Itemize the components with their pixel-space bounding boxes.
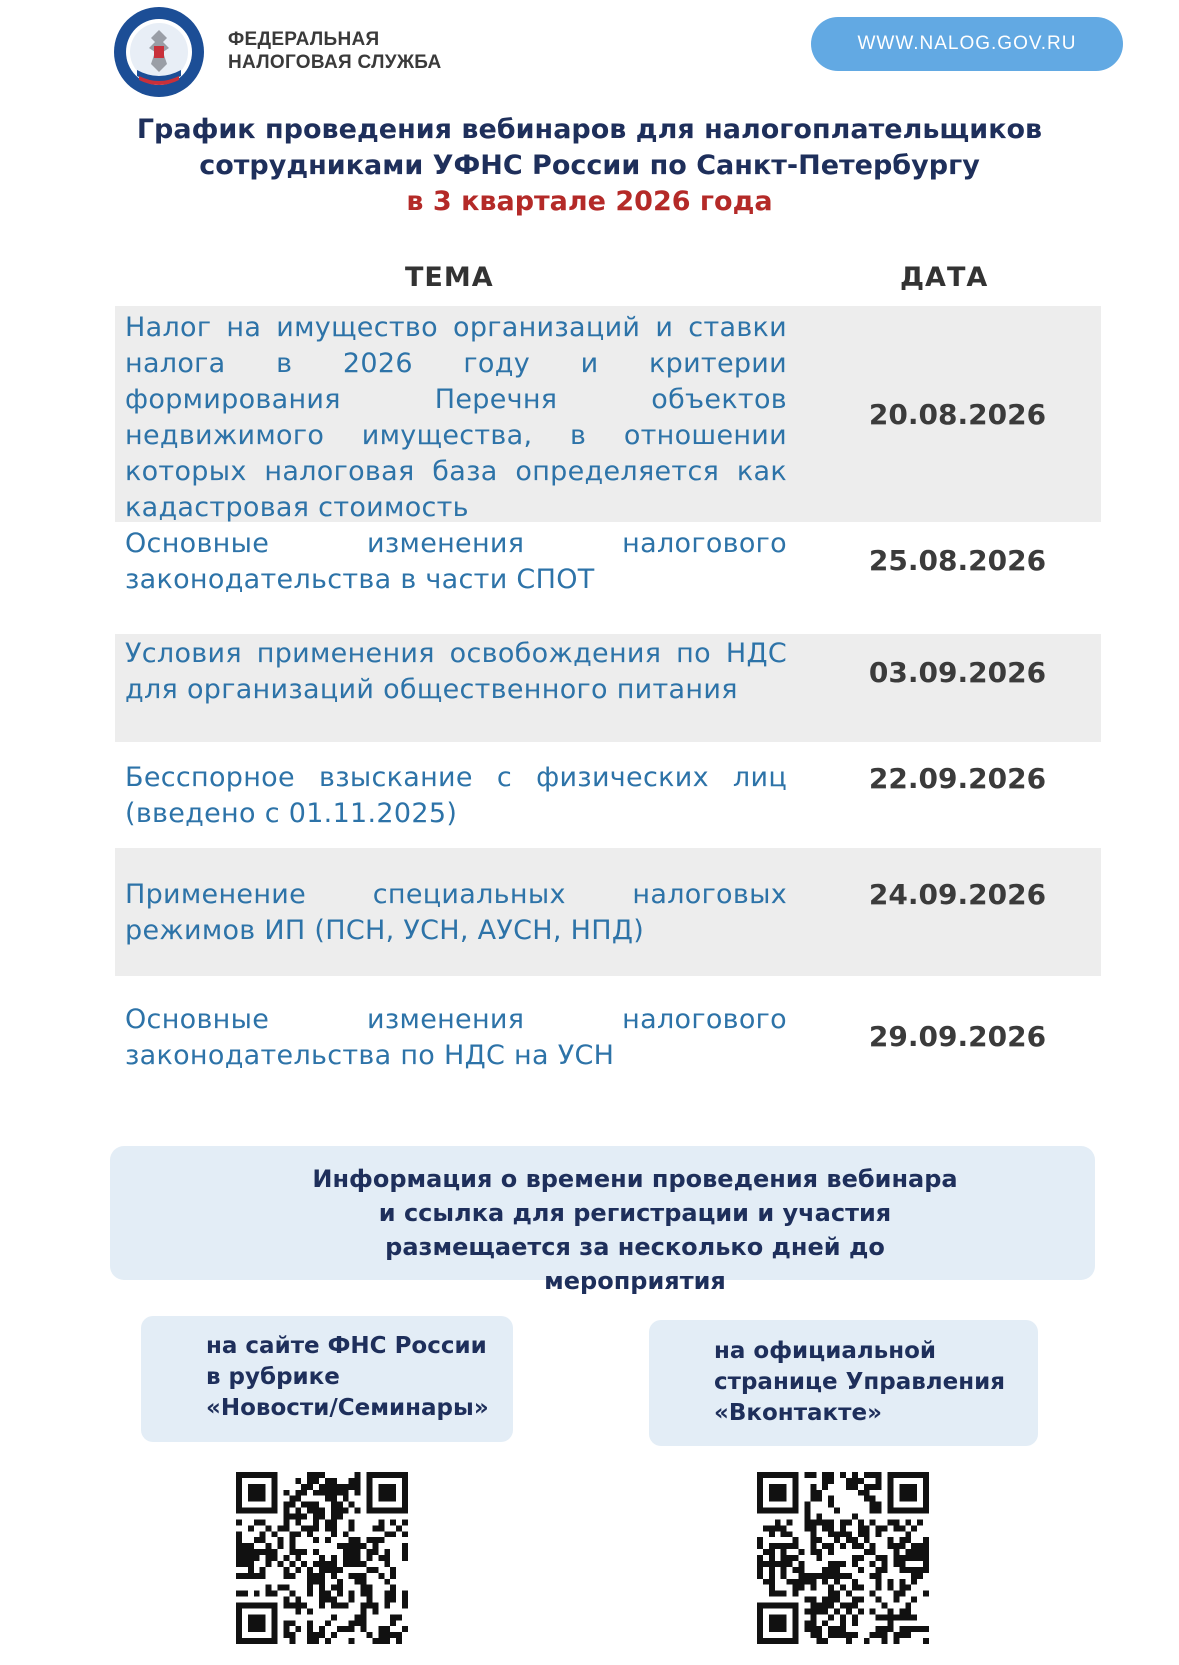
row-topic: Условия применения освобождения по НДС для организаций общественного питания [125, 638, 787, 705]
qr-code-icon[interactable] [757, 1472, 929, 1644]
vk-page-line1: на официальной [714, 1338, 937, 1364]
table-row [115, 848, 1101, 976]
table-row [115, 742, 1101, 848]
org-name [228, 28, 442, 74]
qr-code-icon[interactable] [236, 1472, 408, 1644]
column-header-theme: ТЕМА [405, 262, 494, 293]
title-line3: в 3 квартале 2026 года [406, 186, 773, 217]
fns-site-line3: «Новости/Семинары» [206, 1395, 489, 1421]
row-topic: Применение специальных налоговых режимов ИП (ПСН, УСН, АУСН, НПД) [125, 879, 787, 946]
table-row [115, 634, 1101, 742]
fns-site-text [206, 1331, 506, 1424]
page-title [0, 112, 1179, 220]
fns-site-box [141, 1316, 513, 1442]
info-box [110, 1146, 1095, 1295]
row-date: 25.08.2026 [868, 544, 1047, 577]
row-date: 29.09.2026 [868, 1020, 1047, 1053]
info-text: Информация о времени проведения вебинара и ссылка для регистрации и участия размещается за несколько дней до мероприятия [312, 1165, 958, 1295]
fns-site-line1: на сайте ФНС России [206, 1333, 487, 1359]
org-name-line2: НАЛОГОВАЯ СЛУЖБА [228, 52, 442, 73]
fns-emblem-icon [113, 6, 205, 98]
table-row [115, 522, 1101, 634]
table-row [115, 976, 1101, 1096]
row-date: 22.09.2026 [868, 762, 1047, 795]
column-header-date: ДАТА [900, 262, 989, 293]
row-topic: Основные изменения налогового законодательства по НДС на УСН [125, 1004, 787, 1071]
fns-site-line2: в рубрике [206, 1364, 340, 1390]
vk-page-text [714, 1336, 1034, 1429]
row-topic: Бесспорное взыскание с физических лиц (введено с 01.11.2025) [125, 762, 787, 829]
title-line1: График проведения вебинаров для налогоплательщиков [136, 114, 1043, 145]
row-date: 03.09.2026 [868, 656, 1047, 689]
row-topic: Налог на имущество организаций и ставки налога в 2026 году и критерии формирования Перечня объектов недвижимого имущества, в отношении которых налоговая база определяется как кадастровая стоимость [125, 312, 787, 523]
website-link[interactable]: WWW.NALOG.GOV.RU [811, 17, 1123, 71]
vk-page-box [649, 1320, 1038, 1446]
title-line2: сотрудниками УФНС России по Санкт-Петербургу [199, 150, 980, 181]
table-row [115, 306, 1101, 522]
row-date: 24.09.2026 [868, 878, 1047, 911]
vk-page-line3: «Вконтакте» [714, 1400, 882, 1426]
vk-page-line2: странице Управления [714, 1369, 1005, 1395]
org-name-line1: ФЕДЕРАЛЬНАЯ [228, 29, 380, 50]
row-date: 20.08.2026 [868, 398, 1047, 431]
row-topic: Основные изменения налогового законодательства в части СПОТ [125, 528, 787, 595]
